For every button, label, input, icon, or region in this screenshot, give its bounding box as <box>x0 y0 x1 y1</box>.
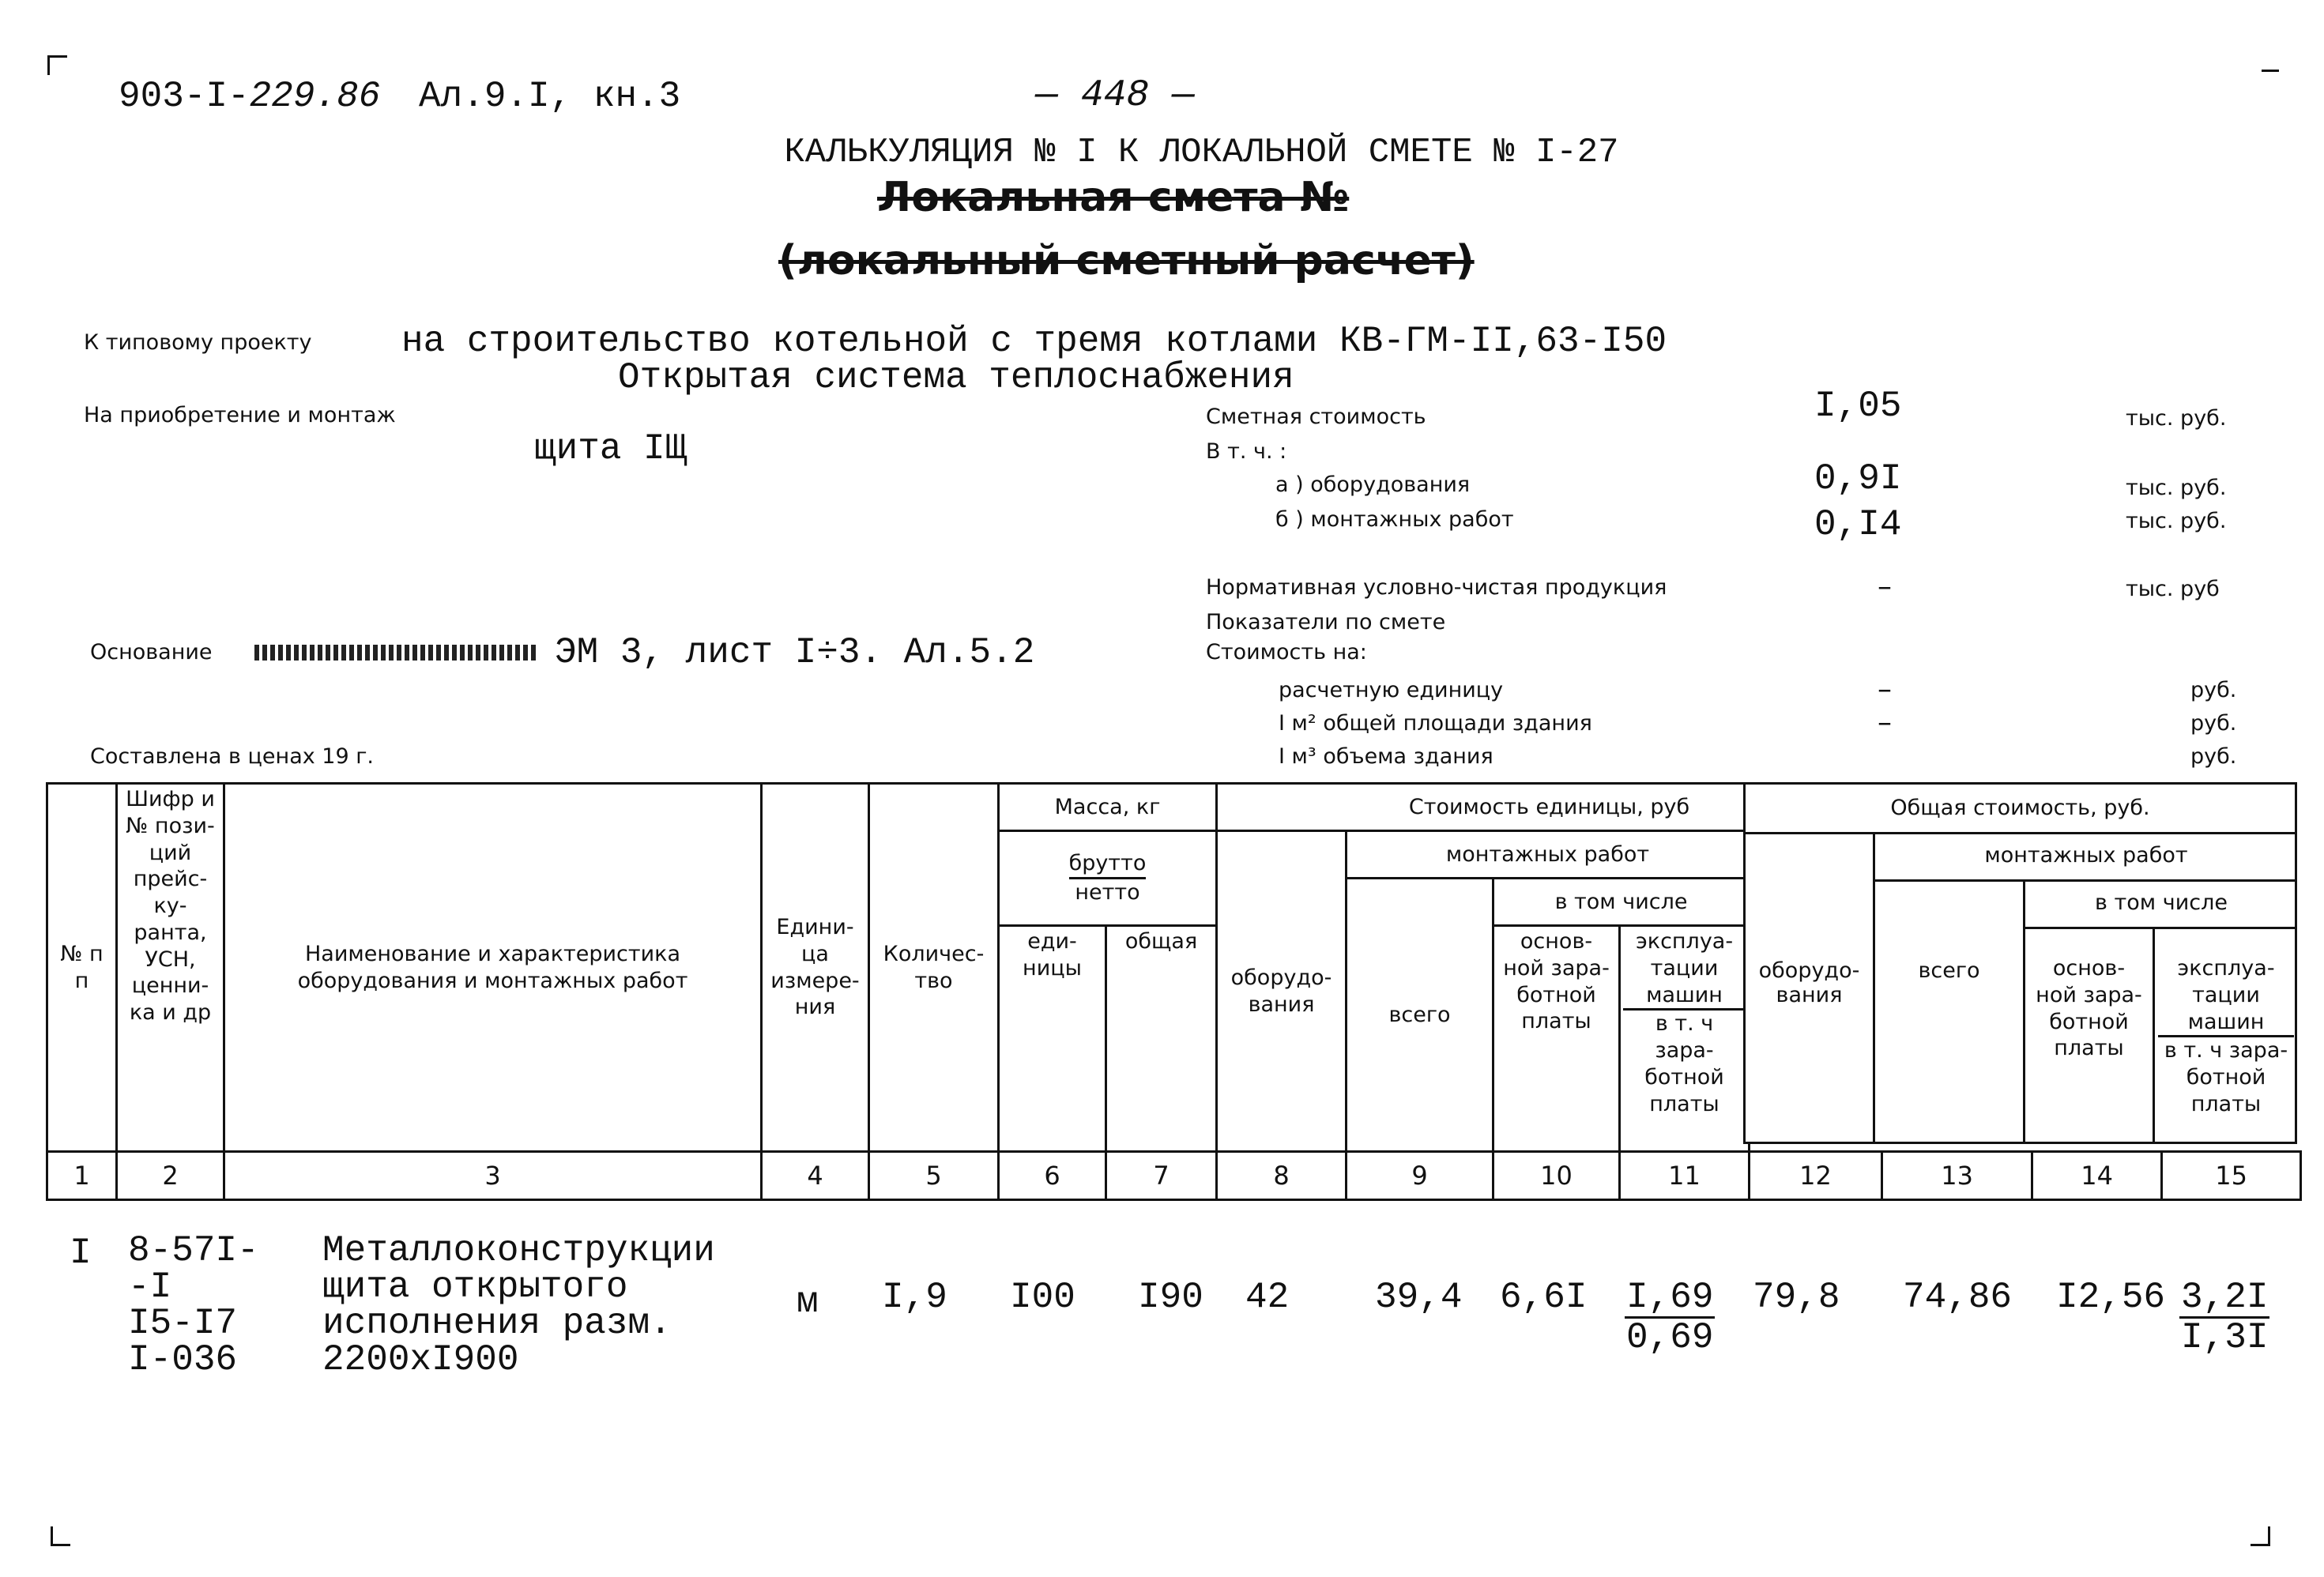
per-m3-label: I м³ объема здания <box>1279 744 1493 769</box>
row-name-line: Металлоконструкции <box>322 1230 715 1271</box>
row-mass-total: I90 <box>1138 1277 1203 1318</box>
col-number: 10 <box>1493 1152 1620 1200</box>
header-mass-unit: еди- ницы <box>999 926 1106 1152</box>
norm-value: – <box>1878 570 1892 603</box>
per-m2-value: – <box>1878 706 1892 739</box>
album-reference: Ал.9.I, кн.3 <box>419 76 681 117</box>
header-num: № п п <box>47 784 117 1152</box>
document-title: КАЛЬКУЛЯЦИЯ № I К ЛОКАЛЬНОЙ СМЕТЕ № I-27 <box>784 133 1619 172</box>
col-number: 12 <box>1750 1152 1882 1200</box>
compiled-label: Составлена в ценах 19 г. <box>90 744 375 769</box>
basis-value: ЭМ 3, лист I÷3. Ал.5.2 <box>555 632 1035 673</box>
row-machine-unit <box>1625 1278 1715 1357</box>
cost-unit: тыс. руб. <box>2126 406 2227 431</box>
cost-label: Сметная стоимость <box>1206 405 1426 429</box>
header-mass-total: общая <box>1106 926 1217 1152</box>
basis-label: Основание <box>90 640 213 664</box>
header-code: Шифр и № пози- ций прейс- ку- ранта, УСН, ценни- ка и др <box>117 784 224 1152</box>
header-total-equipment: оборудо- вания <box>1746 832 1875 1144</box>
document-code-handwritten: 229.86 <box>249 76 381 117</box>
norm-unit: тыс. руб <box>2126 577 2220 601</box>
per-m2-label: I м² общей площади здания <box>1279 711 1592 736</box>
col-number: 5 <box>869 1152 999 1200</box>
row-name-line: 2200хI900 <box>322 1339 519 1380</box>
header-mass: Масса, кг <box>999 784 1217 831</box>
row-machine-total <box>2179 1278 2269 1357</box>
equipment-label: а ) оборудования <box>1275 472 1471 497</box>
mounting-label: б ) монтажных работ <box>1275 507 1514 532</box>
project-label: К типовому проекту <box>84 330 312 355</box>
row-machine-unit-wage: 0,69 <box>1626 1317 1714 1359</box>
header-quantity: Количес- тво <box>869 784 999 1152</box>
col-number: 3 <box>224 1152 762 1200</box>
purchase-value: щита IЩ <box>534 428 687 469</box>
cost-on-label: Стоимость на: <box>1206 640 1367 664</box>
corner-mark-bottom-right <box>2251 1526 2270 1546</box>
document-code-prefix: 903-I- <box>119 76 250 117</box>
norm-label: Нормативная условно-чистая продукция <box>1206 575 1667 600</box>
corner-mark-top-left <box>47 55 67 75</box>
equipment-unit: тыс. руб. <box>2126 476 2227 500</box>
col-number: 15 <box>2162 1152 2301 1200</box>
including-label: В т. ч. : <box>1206 439 1287 464</box>
row-mounting-total: 74,86 <box>1903 1277 2013 1318</box>
row-name-line: исполнения разм. <box>322 1303 672 1344</box>
header-unit: Едини- ца измере- ния <box>762 784 869 1152</box>
header-total-incl: в том числе <box>2025 879 2297 929</box>
header-total-mounting: монтажных работ <box>1875 832 2297 882</box>
col-number: 8 <box>1217 1152 1347 1200</box>
row-wage-unit: 6,6I <box>1500 1277 1588 1318</box>
row-quantity: I,9 <box>882 1277 947 1318</box>
header-total-wage: основ- ной зара- ботной платы <box>2025 927 2155 1144</box>
row-code <box>128 1230 259 1380</box>
struck-title-line1: Локальная смета № <box>877 174 1350 221</box>
header-unit-equipment: оборудо- вания <box>1217 831 1347 1152</box>
col-number: 14 <box>2032 1152 2162 1200</box>
header-name: Наименование и характеристика оборудования и монтажных работ <box>224 784 762 1152</box>
row-code-line: I-036 <box>128 1339 238 1380</box>
per-unit-value: – <box>1878 673 1892 706</box>
column-number-row <box>47 1152 2301 1200</box>
cost-value: I,05 <box>1814 386 1902 427</box>
row-mounting-unit-cost: 39,4 <box>1375 1277 1463 1318</box>
row-name-line: щита открытого <box>322 1266 628 1308</box>
struck-title-line2: (локальный сметный расчет) <box>778 237 1475 284</box>
col-number: 13 <box>1882 1152 2032 1200</box>
row-code-line: I5-I7 <box>128 1303 238 1344</box>
row-unit: м <box>797 1282 819 1323</box>
row-machine-total-wage: I,3I <box>2181 1317 2269 1359</box>
row-machine-unit-value: I,69 <box>1626 1277 1714 1318</box>
col-number: 9 <box>1347 1152 1493 1200</box>
per-unit-unit: руб. <box>2190 678 2237 702</box>
equipment-value: 0,9I <box>1814 458 1902 499</box>
purchase-label: На приобретение и монтаж <box>84 403 396 427</box>
row-num: I <box>70 1233 92 1274</box>
row-wage-total: I2,56 <box>2056 1277 2166 1318</box>
header-unit-wage: основ- ной зара- ботной платы <box>1493 926 1620 1152</box>
row-equipment-total: 79,8 <box>1753 1277 1840 1318</box>
header-unit-cost: Стоимость единицы, руб <box>1217 784 1882 831</box>
mounting-unit: тыс. руб. <box>2126 509 2227 533</box>
row-machine-total-value: 3,2I <box>2181 1277 2269 1318</box>
per-m2-unit: руб. <box>2190 711 2237 736</box>
header-brutto: брутто <box>1069 850 1147 879</box>
indicators-label: Показатели по смете <box>1206 610 1446 634</box>
header-unit-all: всего <box>1347 879 1493 1152</box>
document-code <box>119 76 380 117</box>
header-unit-machine-label: эксплуа- тации машин <box>1623 928 1746 1011</box>
page-number: — 448 — <box>1035 74 1195 117</box>
header-total-machine <box>2155 927 2297 1144</box>
col-number: 7 <box>1106 1152 1217 1200</box>
header-unit-incl: в том числе <box>1493 879 1750 926</box>
row-code-line: 8-57I- <box>128 1230 259 1271</box>
project-text-line2: Открытая система теплоснабжения <box>618 357 1294 398</box>
header-unit-machine <box>1620 926 1750 1152</box>
mounting-value: 0,I4 <box>1814 504 1902 545</box>
row-name <box>322 1230 715 1380</box>
basis-struck-text <box>254 645 539 661</box>
total-cost-header <box>1743 782 2297 1144</box>
col-number: 11 <box>1620 1152 1750 1200</box>
header-unit-machine-wage: в т. ч зара- ботной платы <box>1644 1011 1724 1116</box>
header-total-cost: Общая стоимость, руб. <box>1746 785 2295 834</box>
header-total-machine-label: эксплуа- тации машин <box>2158 955 2294 1037</box>
header-netto: нетто <box>1075 880 1140 905</box>
corner-mark-top-right <box>2262 70 2279 72</box>
header-brutto-netto <box>999 831 1217 926</box>
col-number: 4 <box>762 1152 869 1200</box>
project-text-line1: на строительство котельной с тремя котлами КВ-ГМ-II,63-I50 <box>401 321 1667 362</box>
per-unit-label: расчетную единицу <box>1279 678 1504 702</box>
corner-mark-bottom-left <box>51 1526 70 1546</box>
header-unit-mounting: монтажных работ <box>1347 831 1750 879</box>
row-equipment-unit-cost: 42 <box>1245 1277 1290 1318</box>
header-total-all: всего <box>1875 879 2025 1144</box>
per-m3-unit: руб. <box>2190 744 2237 769</box>
row-code-line: -I <box>128 1266 172 1308</box>
header-total-machine-wage: в т. ч зара- ботной платы <box>2164 1038 2288 1116</box>
col-number: 1 <box>47 1152 117 1200</box>
row-mass-unit: I00 <box>1010 1277 1075 1318</box>
col-number: 2 <box>117 1152 224 1200</box>
col-number: 6 <box>999 1152 1106 1200</box>
